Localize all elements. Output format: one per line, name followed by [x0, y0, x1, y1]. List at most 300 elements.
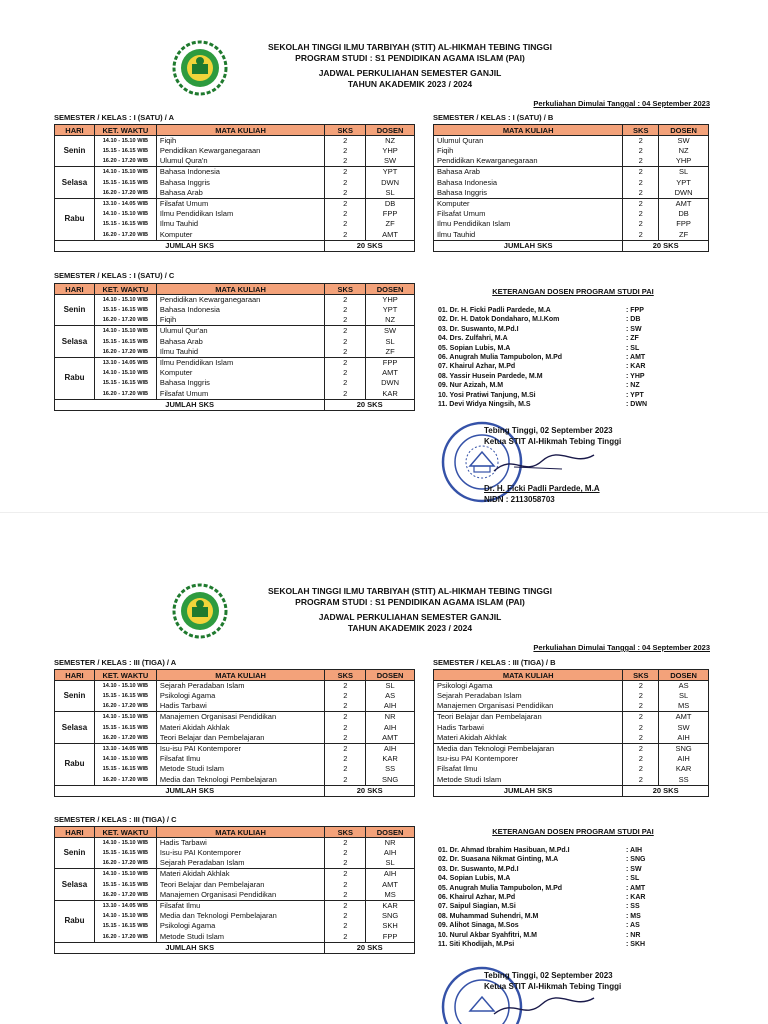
sks-cell: 2: [325, 754, 366, 764]
total-row: [55, 785, 415, 796]
schedule-table-kelas-c: [54, 283, 415, 411]
lecturer-code: : ZF: [626, 335, 639, 343]
col-waktu: KET. WAKTU: [94, 827, 156, 838]
lecturer-code: : SW: [626, 325, 642, 333]
lecturer-code-cell: AMT: [659, 712, 709, 723]
signature-block: [484, 425, 621, 505]
signature-position: Ketua STIT Al-Hikmah Tebing Tinggi: [484, 437, 622, 446]
table-row: [434, 764, 709, 774]
lecturer-code-cell: SKH: [366, 921, 415, 931]
time-cell: 15.15 - 16.15 WIB: [94, 177, 156, 187]
course-cell: Komputer: [156, 368, 325, 378]
table-row: [434, 691, 709, 701]
time-cell: 14.10 - 15.10 WIB: [94, 167, 156, 178]
course-cell: Bahasa Arab: [434, 167, 623, 178]
sks-cell: 2: [623, 219, 659, 229]
col-mata-kuliah: MATA KULIAH: [156, 827, 325, 838]
table-row: [434, 733, 709, 744]
table-row: [55, 347, 415, 358]
lecturer-name: 07. Khairul Azhar, M.Pd: [438, 363, 516, 371]
table-row: [55, 848, 415, 858]
sks-cell: 2: [623, 156, 659, 167]
table-row: [55, 136, 415, 147]
lecturer-code-cell: SL: [366, 336, 415, 346]
sks-cell: 2: [623, 775, 659, 786]
sks-cell: 2: [623, 681, 659, 692]
course-cell: Ilmu Pendidikan Islam: [156, 209, 325, 219]
sks-cell: 2: [623, 701, 659, 712]
course-cell: Ulumul Quran: [434, 136, 623, 147]
table-row: [55, 378, 415, 388]
total-value: 20 SKS: [623, 240, 709, 251]
course-cell: Bahasa Inggris: [156, 177, 325, 187]
sks-cell: 2: [325, 691, 366, 701]
table-row: [55, 188, 415, 199]
course-cell: Bahasa Arab: [156, 336, 325, 346]
time-cell: 16.20 - 17.20 WIB: [94, 188, 156, 199]
course-cell: Ulumul Qura'n: [156, 156, 325, 167]
schedule-table-kelas-a: [54, 669, 415, 797]
sks-cell: 2: [325, 869, 366, 880]
lecturer-code-cell: SS: [366, 764, 415, 774]
course-cell: Bahasa Indonesia: [156, 167, 325, 178]
institution-name: SEKOLAH TINGGI ILMU TARBIYAH (STIT) AL-HIKMAH TEBING TINGGI: [268, 42, 552, 52]
table-row: [55, 921, 415, 931]
course-cell: Pendidikan Kewarganegaraan: [434, 156, 623, 167]
course-cell: Fiqih: [156, 136, 325, 147]
lecturer-name: 10. Nurul Akbar Syahfitri, M.M: [438, 931, 537, 939]
table-row: [55, 754, 415, 764]
lecturer-name: 09. Nur Azizah, M.M: [438, 382, 504, 390]
col-waktu: KET. WAKTU: [94, 125, 156, 136]
course-cell: Filsafat Ilmu: [156, 900, 325, 911]
table-row: [55, 681, 415, 692]
course-cell: Hadis Tarbawi: [156, 701, 325, 712]
table-row: [434, 146, 709, 156]
total-value: 20 SKS: [325, 240, 415, 251]
sks-cell: 2: [325, 701, 366, 712]
lecturer-name: 06. Khairul Azhar, M.Pd: [438, 893, 516, 901]
legend-item: [438, 306, 708, 315]
lecturer-code-cell: AIH: [659, 754, 709, 764]
table-row: [434, 177, 709, 187]
course-cell: Ilmu Pendidikan Islam: [434, 219, 623, 229]
lecturer-code-cell: DB: [366, 198, 415, 209]
lecturer-code-cell: AIH: [366, 701, 415, 712]
lecturer-code-cell: FPP: [366, 932, 415, 943]
col-hari: HARI: [55, 827, 95, 838]
course-cell: Psikologi Agama: [156, 691, 325, 701]
legend-item: [438, 902, 708, 911]
signature-place-date: Tebing Tinggi, 02 September 2023: [484, 426, 613, 435]
table-row: [55, 879, 415, 889]
course-cell: Manajemen Organisasi Pendidikan: [434, 701, 623, 712]
total-label: JUMLAH SKS: [55, 785, 325, 796]
time-cell: 14.10 - 15.10 WIB: [94, 368, 156, 378]
course-cell: Bahasa Indonesia: [434, 177, 623, 187]
course-cell: Filsafat Ilmu: [156, 754, 325, 764]
time-cell: 15.15 - 16.15 WIB: [94, 146, 156, 156]
time-cell: 16.20 - 17.20 WIB: [94, 230, 156, 241]
time-cell: 14.10 - 15.10 WIB: [94, 209, 156, 219]
course-cell: Materi Akidah Akhlak: [156, 722, 325, 732]
lecturer-code-cell: AMT: [366, 733, 415, 744]
course-cell: Ilmu Tauhid: [434, 230, 623, 241]
sks-cell: 2: [325, 136, 366, 147]
col-sks: SKS: [325, 670, 366, 681]
time-cell: 15.15 - 16.15 WIB: [94, 336, 156, 346]
lecturer-code-cell: FPP: [366, 357, 415, 368]
sks-cell: 2: [623, 722, 659, 732]
day-cell: Rabu: [55, 357, 95, 399]
total-row: [55, 942, 415, 953]
sks-cell: 2: [325, 775, 366, 786]
col-dosen: DOSEN: [366, 284, 415, 295]
legend-item: [438, 400, 708, 409]
lecturer-code-cell: SL: [366, 681, 415, 692]
lecturer-code: : SNG: [626, 856, 646, 864]
lecturer-code-cell: DB: [659, 209, 709, 219]
schedule-title: JADWAL PERKULIAHAN SEMESTER GANJIL: [318, 612, 502, 622]
lecturer-code-cell: KAR: [366, 389, 415, 400]
legend-item: [438, 855, 708, 864]
table-row: [55, 743, 415, 754]
sks-cell: 2: [325, 347, 366, 358]
lecturer-code-cell: AMT: [366, 879, 415, 889]
legend-item: [438, 940, 708, 949]
lecturer-code-cell: YHP: [366, 146, 415, 156]
time-cell: 16.20 - 17.20 WIB: [94, 701, 156, 712]
time-cell: 15.15 - 16.15 WIB: [94, 879, 156, 889]
course-cell: Sejarah Peradaban Islam: [156, 858, 325, 869]
lecturer-code: : SKH: [626, 940, 646, 948]
table-row: [55, 209, 415, 219]
course-cell: Fiqih: [156, 315, 325, 326]
lecturer-code-cell: AS: [366, 691, 415, 701]
lecturer-code-cell: SW: [366, 156, 415, 167]
col-mata-kuliah: MATA KULIAH: [156, 125, 325, 136]
sks-cell: 2: [325, 368, 366, 378]
legend-item: [438, 921, 708, 930]
lecturer-code: : SS: [626, 903, 640, 911]
sks-cell: 2: [325, 848, 366, 858]
col-mata-kuliah: MATA KULIAH: [156, 284, 325, 295]
start-date: Perkuliahan Dimulai Tanggal : 04 September 2023: [533, 643, 710, 652]
lecturer-name: 07. Saipul Siagian, M.Si: [438, 903, 516, 911]
course-cell: Manajemen Organisasi Pendidikan: [156, 890, 325, 901]
lecturer-name: 04. Sopian Lubis, M.A: [438, 875, 511, 883]
sks-cell: 2: [623, 764, 659, 774]
lecturer-name: 06. Anugrah Mulia Tampubolon, M.Pd: [438, 353, 563, 361]
lecturer-code-cell: DWN: [366, 177, 415, 187]
sks-cell: 2: [325, 336, 366, 346]
lecturer-code-cell: NZ: [659, 146, 709, 156]
academic-year: TAHUN AKADEMIK 2023 / 2024: [347, 79, 473, 89]
table-row: [434, 209, 709, 219]
course-cell: Metode Studi Islam: [156, 932, 325, 943]
col-sks: SKS: [623, 125, 659, 136]
sks-cell: 2: [325, 305, 366, 315]
sks-cell: 2: [623, 167, 659, 178]
time-cell: 16.20 - 17.20 WIB: [94, 733, 156, 744]
table-row: [55, 858, 415, 869]
lecturer-code-cell: ZF: [366, 347, 415, 358]
sks-cell: 2: [623, 177, 659, 187]
day-cell: Senin: [55, 136, 95, 167]
time-cell: 16.20 - 17.20 WIB: [94, 389, 156, 400]
lecturer-code-cell: MS: [366, 890, 415, 901]
total-row: [55, 399, 415, 410]
lecturer-code-cell: YPT: [366, 167, 415, 178]
signature-place-date: Tebing Tinggi, 02 September 2023: [484, 971, 613, 980]
lecturer-code-cell: NR: [366, 838, 415, 849]
legend-title: KETERANGAN DOSEN PROGRAM STUDI PAI: [492, 827, 654, 836]
table-row: [434, 188, 709, 199]
section-title-kelas-c: SEMESTER / KELAS : I (SATU) / C: [54, 271, 175, 280]
sks-cell: 2: [623, 691, 659, 701]
lecturer-name: 01. Dr. H. Ficki Padli Pardede, M.A: [438, 307, 551, 314]
table-row: [55, 722, 415, 732]
sks-cell: 2: [325, 733, 366, 744]
table-row: [55, 838, 415, 849]
lecturer-name: 03. Dr. Suswanto, M.Pd.I: [438, 865, 519, 873]
course-cell: Sejarah Peradaban Islam: [156, 681, 325, 692]
sks-cell: 2: [325, 188, 366, 199]
lecturer-code: : SW: [626, 865, 642, 873]
table-row: [434, 775, 709, 786]
lecturer-code-cell: AMT: [659, 198, 709, 209]
lecturer-code: : AIH: [626, 847, 643, 854]
lecturer-code: : YPT: [626, 391, 644, 399]
total-value: 20 SKS: [325, 399, 415, 410]
course-cell: Media dan Teknologi Pembelajaran: [156, 911, 325, 921]
time-cell: 14.10 - 15.10 WIB: [94, 869, 156, 880]
course-cell: Bahasa Inggris: [156, 378, 325, 388]
schedule-table-kelas-b: [433, 669, 709, 797]
course-cell: Psikologi Agama: [434, 681, 623, 692]
lecturer-code: : NR: [626, 931, 641, 939]
day-cell: Senin: [55, 838, 95, 869]
course-cell: Bahasa Arab: [156, 188, 325, 199]
table-row: [55, 146, 415, 156]
table-row: [55, 336, 415, 346]
sks-cell: 2: [325, 890, 366, 901]
day-cell: Senin: [55, 681, 95, 712]
col-hari: HARI: [55, 670, 95, 681]
sks-cell: 2: [623, 733, 659, 744]
legend-item: [438, 372, 708, 381]
course-cell: Teori Belajar dan Pembelajaran: [156, 879, 325, 889]
table-row: [55, 326, 415, 337]
document-header: [240, 586, 580, 634]
sks-cell: 2: [325, 198, 366, 209]
col-hari: HARI: [55, 284, 95, 295]
course-cell: Bahasa Inggris: [434, 188, 623, 199]
lecturer-name: 08. Muhammad Suhendri, M.M: [438, 912, 539, 920]
lecturer-code: : AMT: [626, 353, 646, 361]
course-cell: Ulumul Qur'an: [156, 326, 325, 337]
lecturer-code: : AS: [626, 922, 640, 930]
time-cell: 14.10 - 15.10 WIB: [94, 326, 156, 337]
lecturer-code: : FPP: [626, 307, 644, 314]
sks-cell: 2: [623, 198, 659, 209]
course-cell: Isu-isu PAI Kontemporer: [156, 743, 325, 754]
sks-cell: 2: [325, 209, 366, 219]
time-cell: 16.20 - 17.20 WIB: [94, 315, 156, 326]
table-row: [55, 764, 415, 774]
lecturer-code: : SL: [626, 344, 640, 352]
day-cell: Selasa: [55, 869, 95, 900]
lecturer-code-cell: NZ: [366, 136, 415, 147]
lecturer-name: 02. Dr. H. Datok Dondaharo, M.I.Kom: [438, 316, 560, 324]
legend-item: [438, 846, 708, 855]
lecturer-code-cell: AIH: [366, 869, 415, 880]
table-row: [434, 743, 709, 754]
course-cell: Materi Akidah Akhlak: [156, 869, 325, 880]
course-cell: Pendidikan Kewarganegaraan: [156, 295, 325, 306]
time-cell: 14.10 - 15.10 WIB: [94, 838, 156, 849]
time-cell: 15.15 - 16.15 WIB: [94, 722, 156, 732]
course-cell: Pendidikan Kewarganegaraan: [156, 146, 325, 156]
lecturer-code-cell: KAR: [366, 900, 415, 911]
sks-cell: 2: [325, 712, 366, 723]
course-cell: Filsafat Ilmu: [434, 764, 623, 774]
lecturer-code-cell: AS: [659, 681, 709, 692]
time-cell: 14.10 - 15.10 WIB: [94, 681, 156, 692]
time-cell: 15.15 - 16.15 WIB: [94, 764, 156, 774]
legend-item: [438, 334, 708, 343]
table-row: [55, 295, 415, 306]
time-cell: 15.15 - 16.15 WIB: [94, 219, 156, 229]
course-cell: Hadis Tarbawi: [434, 722, 623, 732]
legend-item: [438, 931, 708, 940]
lecturer-code-cell: SS: [659, 775, 709, 786]
col-sks: SKS: [623, 670, 659, 681]
total-label: JUMLAH SKS: [434, 785, 623, 796]
sks-cell: 2: [325, 743, 366, 754]
time-cell: 16.20 - 17.20 WIB: [94, 775, 156, 786]
course-cell: Sejarah Peradaban Islam: [434, 691, 623, 701]
course-cell: Media dan Teknologi Pembelajaran: [434, 743, 623, 754]
lecturer-code-cell: AIH: [366, 848, 415, 858]
start-date: Perkuliahan Dimulai Tanggal : 04 September 2023: [533, 99, 710, 108]
table-row: [55, 932, 415, 943]
table-row: [55, 219, 415, 229]
table-row: [55, 357, 415, 368]
time-cell: 13.10 - 14.05 WIB: [94, 900, 156, 911]
lecturer-code-cell: SNG: [659, 743, 709, 754]
sks-cell: 2: [325, 177, 366, 187]
lecturer-name: 01. Dr. Ahmad Ibrahim Hasibuan, M.Pd.I: [438, 847, 570, 854]
table-row: [55, 701, 415, 712]
table-row: [55, 315, 415, 326]
table-row: [434, 754, 709, 764]
table-row: [434, 219, 709, 229]
sks-cell: 2: [325, 167, 366, 178]
lecturer-code-cell: KAR: [366, 754, 415, 764]
lecturer-code-cell: YPT: [366, 305, 415, 315]
time-cell: 14.10 - 15.10 WIB: [94, 136, 156, 147]
lecturer-name: 11. Siti Khodijah, M.Psi: [438, 940, 515, 948]
signatory-nidn: NIDN : 2113058703: [484, 495, 555, 504]
handwritten-signature-icon: [484, 447, 604, 481]
legend-item: [438, 353, 708, 362]
course-cell: Media dan Teknologi Pembelajaran: [156, 775, 325, 786]
day-cell: Senin: [55, 295, 95, 326]
lecturer-code-cell: SW: [659, 136, 709, 147]
signature-block: [484, 970, 621, 1024]
day-cell: Rabu: [55, 743, 95, 785]
lecturer-name: 10. Yosi Pratiwi Tanjung, M.Si: [438, 391, 536, 399]
col-mata-kuliah: MATA KULIAH: [434, 125, 623, 136]
course-cell: Manajemen Organisasi Pendidikan: [156, 712, 325, 723]
total-label: JUMLAH SKS: [55, 399, 325, 410]
sks-cell: 2: [325, 858, 366, 869]
sks-cell: 2: [325, 295, 366, 306]
total-value: 20 SKS: [623, 785, 709, 796]
time-cell: 16.20 - 17.20 WIB: [94, 156, 156, 167]
lecturer-code-cell: SL: [659, 691, 709, 701]
sks-cell: 2: [623, 209, 659, 219]
lecturer-code-cell: AMT: [366, 230, 415, 241]
col-dosen: DOSEN: [659, 125, 709, 136]
day-cell: Rabu: [55, 198, 95, 240]
lecturer-code-cell: ZF: [366, 219, 415, 229]
table-row: [434, 167, 709, 178]
section-title-kelas-a: SEMESTER / KELAS : I (SATU) / A: [54, 113, 175, 122]
lecturer-name: 11. Devi Widya Ningsih, M.S: [438, 400, 531, 408]
sks-cell: 2: [623, 136, 659, 147]
time-cell: 15.15 - 16.15 WIB: [94, 848, 156, 858]
table-row: [55, 305, 415, 315]
course-cell: Metode Studi Islam: [434, 775, 623, 786]
lecturer-code-cell: SW: [659, 722, 709, 732]
sks-cell: 2: [623, 743, 659, 754]
col-sks: SKS: [325, 827, 366, 838]
lecturer-name: 05. Sopian Lubis, M.A: [438, 344, 511, 352]
time-cell: 15.15 - 16.15 WIB: [94, 378, 156, 388]
legend-item: [438, 391, 708, 400]
lecturer-code: : KAR: [626, 893, 646, 901]
sks-cell: 2: [325, 156, 366, 167]
sks-cell: 2: [325, 932, 366, 943]
course-cell: Psikologi Agama: [156, 921, 325, 931]
lecturer-code: : KAR: [626, 363, 646, 371]
lecturer-code-cell: YHP: [659, 156, 709, 167]
institution-name: SEKOLAH TINGGI ILMU TARBIYAH (STIT) AL-HIKMAH TEBING TINGGI: [268, 586, 552, 596]
lecturer-name: 09. Alihot Sinaga, M.Sos: [438, 922, 519, 930]
time-cell: 13.10 - 14.05 WIB: [94, 743, 156, 754]
course-cell: Materi Akidah Akhlak: [434, 733, 623, 744]
lecturer-code-cell: SNG: [366, 775, 415, 786]
table-row: [434, 722, 709, 732]
time-cell: 13.10 - 14.05 WIB: [94, 357, 156, 368]
time-cell: 15.15 - 16.15 WIB: [94, 921, 156, 931]
sks-cell: 2: [325, 911, 366, 921]
table-row: [55, 733, 415, 744]
stit-logo-icon: [172, 583, 228, 639]
sks-cell: 2: [325, 326, 366, 337]
col-dosen: DOSEN: [366, 827, 415, 838]
table-row: [55, 911, 415, 921]
time-cell: 14.10 - 15.10 WIB: [94, 295, 156, 306]
lecturer-code-cell: DWN: [366, 378, 415, 388]
course-cell: Ilmu Tauhid: [156, 219, 325, 229]
table-row: [55, 230, 415, 241]
day-cell: Selasa: [55, 712, 95, 743]
course-cell: Metode Studi Islam: [156, 764, 325, 774]
schedule-table-kelas-a: [54, 124, 415, 252]
